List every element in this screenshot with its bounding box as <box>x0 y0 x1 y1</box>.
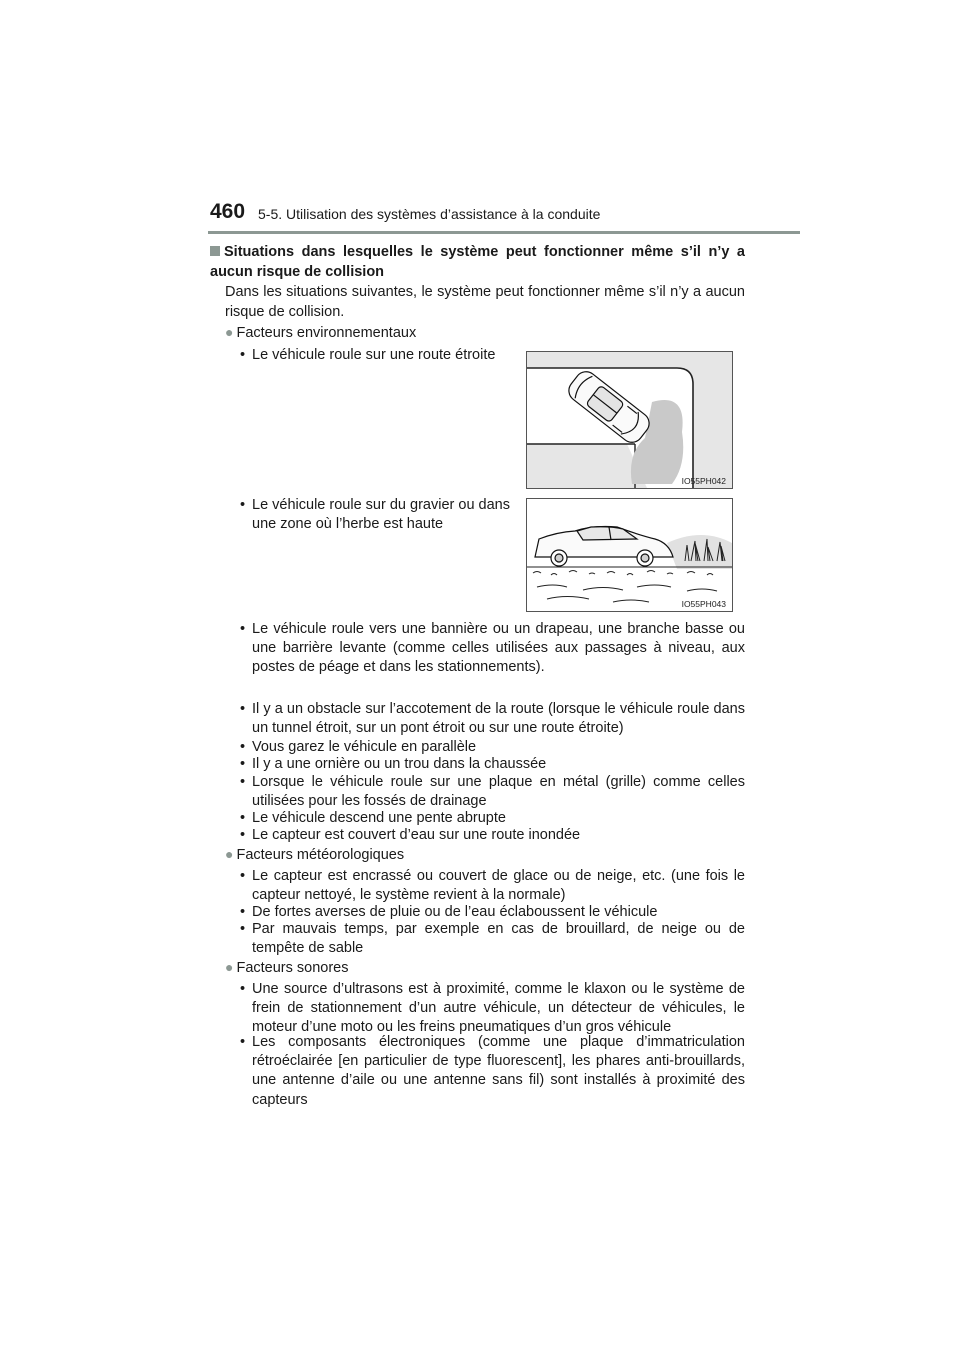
section-intro: Dans les situations suivantes, le système peut fonctionner même s’il n’y a aucun risque de collision. <box>225 284 745 320</box>
list-item: • Par mauvais temps, par exemple en cas de brouillard, de neige ou de tempête de sable <box>240 921 745 957</box>
list-item: • Il y a un obstacle sur l’accotement de la route (lorsque le véhicule roule dans un tunnel étroit, sur un pont étroit ou sur une route étroite) <box>240 701 745 737</box>
figure-code: IO55PH042 <box>681 476 726 486</box>
list-item: • Le véhicule descend une pente abrupte <box>240 809 745 828</box>
group-title-environment <box>225 323 416 343</box>
list-item: • Vous garez le véhicule en parallèle <box>240 738 745 757</box>
bullet-mark: • <box>240 739 246 755</box>
figure-code: IO55PH043 <box>681 599 726 609</box>
section-heading <box>210 242 745 282</box>
section-header-title: 5-5. Utilisation des systèmes d’assistance à la conduite <box>258 206 601 222</box>
header-divider <box>208 231 800 234</box>
bullet-mark: • <box>240 868 246 884</box>
group-title-sound <box>225 958 349 978</box>
figure-gravel-grass <box>526 498 733 612</box>
list-item: • Le véhicule roule vers une bannière ou un drapeau, une branche basse ou une barrière levante (comme celles utilisées aux passages à niveau, aux postes de péage et dans les stationnements). <box>240 621 745 676</box>
bullet-mark: • <box>240 347 246 363</box>
list-item: • Il y a une ornière ou un trou dans la chaussée <box>240 755 745 774</box>
list-item: • Les composants électroniques (comme une plaque d’immatriculation rétroéclairée [en particulier de type fluorescent], les phares anti-brouillards, une antenne d’aile ou une antenne sans fil) sont installés à proximité des capteurs <box>240 1034 745 1108</box>
round-bullet-icon: ● <box>225 846 234 862</box>
round-bullet-icon: ● <box>225 959 234 975</box>
group-title-text: Facteurs sonores <box>236 960 349 976</box>
list-item: • De fortes averses de pluie ou de l’eau éclaboussent le véhicule <box>240 903 745 922</box>
bullet-mark: • <box>240 1034 246 1050</box>
list-item: • Le véhicule roule sur une route étroite <box>240 346 510 365</box>
bullet-mark: • <box>240 810 246 826</box>
bullet-mark: • <box>240 621 246 637</box>
bullet-mark: • <box>240 904 246 920</box>
gravel-grass-illustration <box>527 499 732 611</box>
group-title-text: Facteurs environnementaux <box>236 325 417 341</box>
figure-narrow-road <box>526 351 733 489</box>
section-heading-text: Situations dans lesquelles le système peut fonctionner même s’il n’y a aucun risque de collision <box>210 244 745 280</box>
bullet-mark: • <box>240 981 246 997</box>
square-bullet-icon <box>210 246 220 256</box>
bullet-mark: • <box>240 756 246 772</box>
bullet-mark: • <box>240 701 246 717</box>
list-item: • Le véhicule roule sur du gravier ou dans une zone où l’herbe est haute <box>240 497 510 533</box>
bullet-mark: • <box>240 827 246 843</box>
page-number: 460 <box>210 200 246 223</box>
list-item: • Lorsque le véhicule roule sur une plaque en métal (grille) comme celles utilisées pour les fossés de drainage <box>240 774 745 810</box>
list-item: • Le capteur est couvert d’eau sur une route inondée <box>240 826 745 845</box>
group-title-text: Facteurs météorologiques <box>236 847 405 863</box>
narrow-road-illustration <box>527 352 732 488</box>
bullet-mark: • <box>240 497 246 513</box>
round-bullet-icon: ● <box>225 324 234 340</box>
bullet-mark: • <box>240 921 246 937</box>
list-item: • Une source d’ultrasons est à proximité, comme le klaxon ou le système de frein de stationnement d’un autre véhicule, un détecteur de véhicules, le moteur d’une moto ou les freins pneumatiques d’un gros véhicule <box>240 981 745 1036</box>
bullet-mark: • <box>240 774 246 790</box>
list-item: • Le capteur est encrassé ou couvert de glace ou de neige, etc. (une fois le capteur nettoyé, le système revient à la normale) <box>240 868 745 904</box>
group-title-weather <box>225 845 404 865</box>
